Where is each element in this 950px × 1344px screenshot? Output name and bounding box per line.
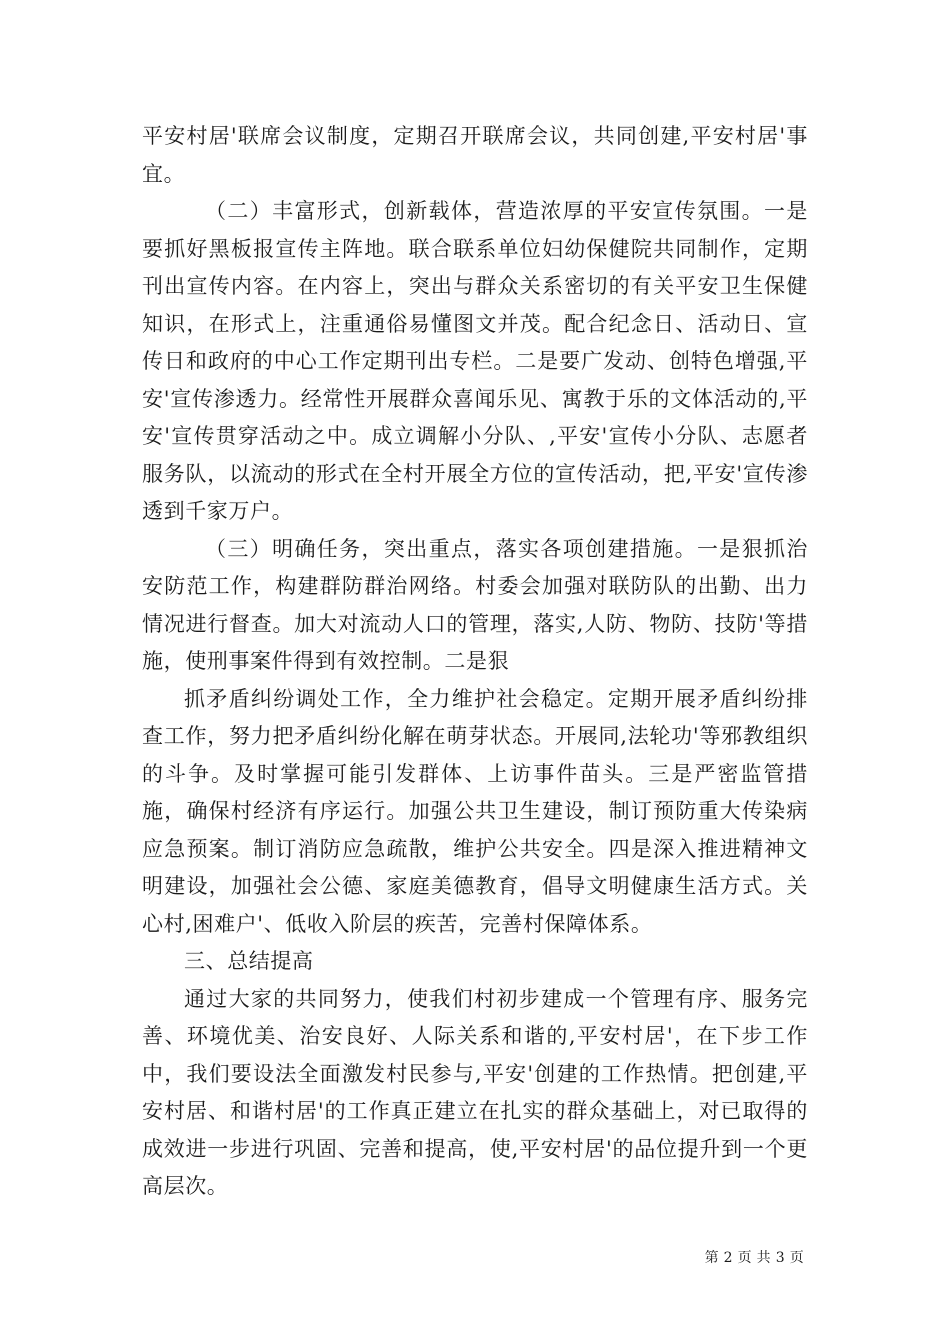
paragraph-section-two: （二）丰富形式，创新载体，营造浓厚的平安宣传氛围。一是要抓好黑板报宣传主阵地。联合联系单位妇幼保健院共同制作，定期刊出宣传内容。在内容上，突出与群众关系密切的有关平安卫生保健知识，在形式上，注重通俗易懂图文并茂。配合纪念日、活动日、宣传日和政府的中心工作定期刊出专栏。二是要广发动、创特色增强,平安'宣传渗透力。经常性开展群众喜闻乐见、寓教于乐的文体活动的,平安'宣传贯穿活动之中。成立调解小分队、,平安'宣传小分队、志愿者服务队，以流动的形式在全村开展全方位的宣传活动，把,平安'宣传渗透到千家万户。 (142, 199, 808, 523)
heading-summary: 三、总结提高 (184, 949, 314, 973)
paragraph-summary: 通过大家的共同努力，使我们村初步建成一个管理有序、服务完善、环境优美、治安良好、人际关系和谐的,平安村居'，在下步工作中，我们要设法全面激发村民参与,平安'创建的工作热情。把创建,平安村居、和谐村居'的工作真正建立在扎实的群众基础上，对已取得的成效进一步进行巩固、完善和提高，使,平安村居'的品位提升到一个更高层次。 (142, 986, 808, 1198)
paragraph-section-three-cont: 抓矛盾纠纷调处工作，全力维护社会稳定。定期开展矛盾纠纷排查工作，努力把矛盾纠纷化解在萌芽状态。开展同,法轮功'等邪教组织的斗争。及时掌握可能引发群体、上访事件苗头。三是严密监管措施，确保村经济有序运行。加强公共卫生建设，制订预防重大传染病应急预案。制订消防应急疏散，维护公共安全。四是深入推进精神文明建设，加强社会公德、家庭美德教育，倡导文明健康生活方式。关心村,困难户'、低收入阶层的疾苦，完善村保障体系。 (142, 686, 808, 936)
page-number: 第 2 页 共 3 页 (704, 1250, 804, 1266)
paragraph-continuation: 平安村居'联席会议制度，定期召开联席会议，共同创建,平安村居'事宜。 (142, 124, 808, 186)
document-body (142, 118, 808, 1206)
paragraph-section-three: （三）明确任务，突出重点，落实各项创建措施。一是狠抓治安防范工作，构建群防群治网络。村委会加强对联防队的出勤、出力情况进行督查。加大对流动人口的管理，落实,人防、物防、技防'等措施，使刑事案件得到有效控制。二是狠 (142, 536, 808, 673)
